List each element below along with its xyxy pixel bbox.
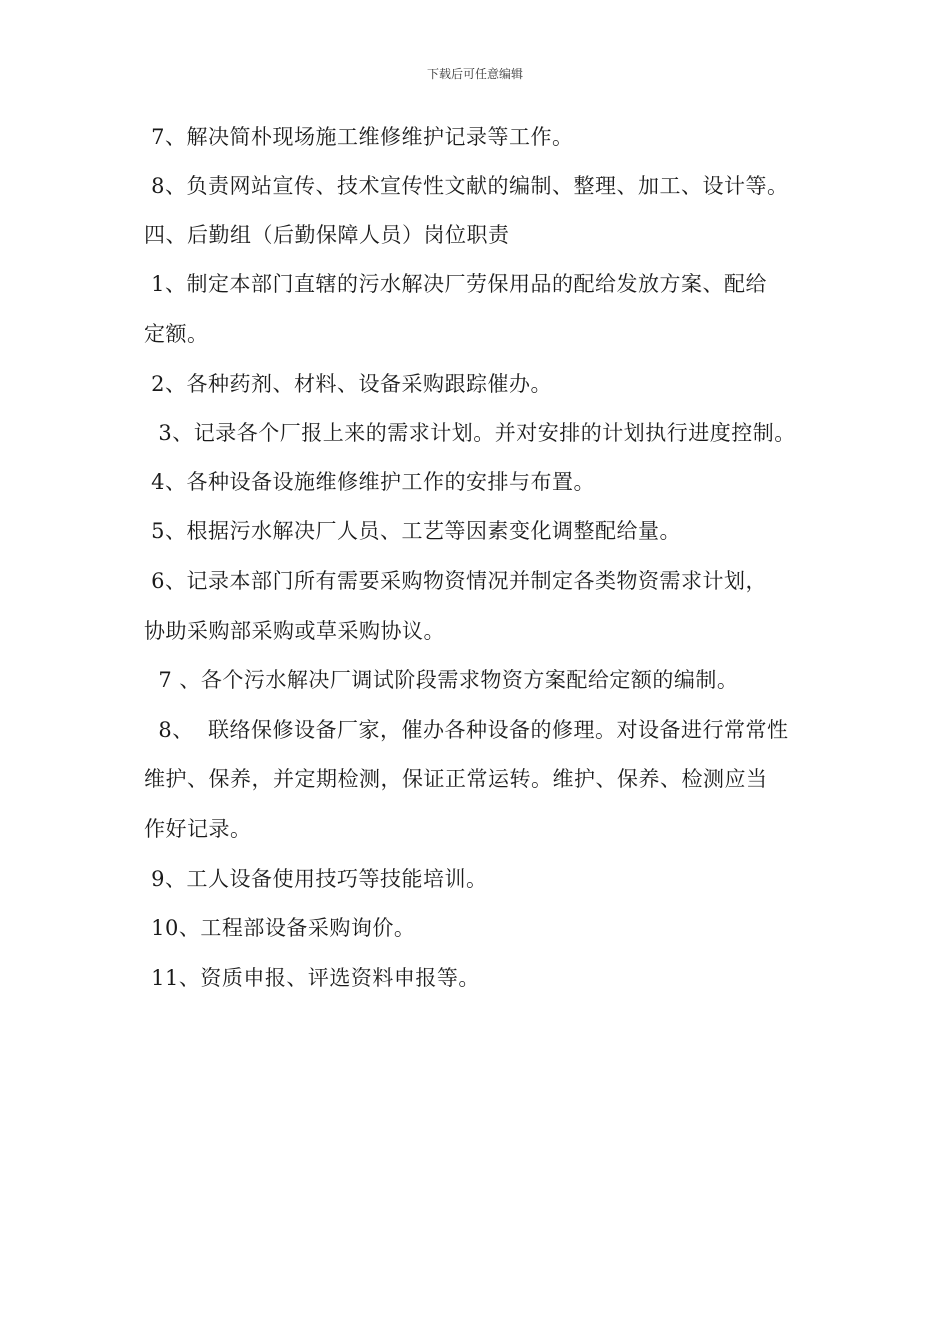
paragraph-line-5: 定额。 — [144, 322, 209, 346]
paragraph-line-4: 1、制定本部门直辖的污水解决厂劳保用品的配给发放方案、配给 — [144, 272, 768, 296]
paragraph-line-2: 8、负责网站宣传、技术宣传性文献的编制、整理、加工、设计等。 — [144, 174, 789, 198]
paragraph-line-13: 8、 联络保修设备厂家，催办各种设备的修理。对设备进行常常性 — [144, 718, 789, 742]
paragraph-line-6: 2、各种药剂、材料、设备采购跟踪催办。 — [144, 372, 553, 396]
section-heading-logistics: 四、后勤组（后勤保障人员）岗位职责 — [144, 223, 510, 247]
paragraph-line-16: 9、工人设备使用技巧等技能培训。 — [144, 867, 488, 891]
paragraph-line-9: 5、根据污水解决厂人员、工艺等因素变化调整配给量。 — [144, 519, 682, 543]
paragraph-line-7: 3、记录各个厂报上来的需求计划。并对安排的计划执行进度控制。 — [144, 421, 796, 445]
paragraph-line-18: 11、资质申报、评选资料申报等。 — [144, 966, 480, 990]
paragraph-line-12: 7 、各个污水解决厂调试阶段需求物资方案配给定额的编制。 — [144, 668, 739, 692]
paragraph-line-15: 作好记录。 — [144, 817, 252, 841]
paragraph-line-17: 10、工程部设备采购询价。 — [144, 916, 416, 940]
paragraph-line-11: 协助采购部采购或草采购协议。 — [144, 619, 445, 643]
paragraph-line-8: 4、各种设备设施维修维护工作的安排与布置。 — [144, 470, 596, 494]
paragraph-line-1: 7、解决简朴现场施工维修维护记录等工作。 — [144, 125, 574, 149]
paragraph-line-14: 维护、保养，并定期检测，保证正常运转。维护、保养、检测应当 — [144, 767, 768, 791]
paragraph-line-10: 6、记录本部门所有需要采购物资情况并制定各类物资需求计划， — [144, 569, 768, 593]
page-header: 下载后可任意编辑 — [426, 67, 523, 81]
